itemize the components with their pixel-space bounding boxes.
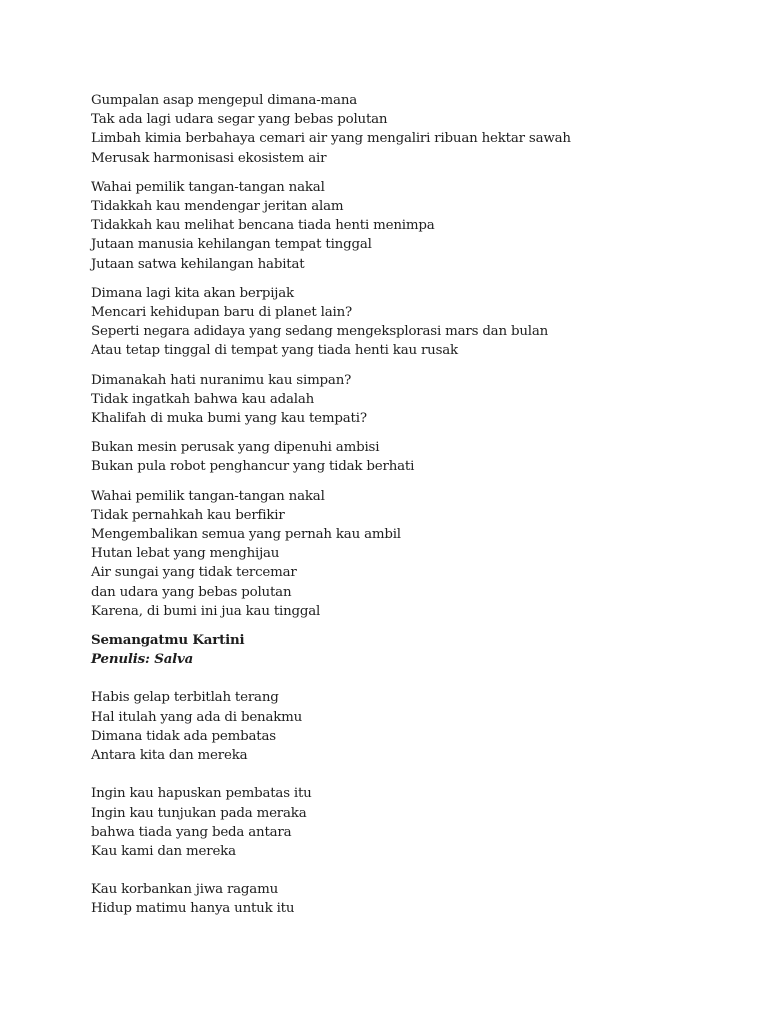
poem-line: Tidak pernahkah kau berfikir bbox=[91, 507, 285, 523]
poem-line: Habis gelap terbitlah terang bbox=[91, 690, 279, 706]
poem-line: Khalifah di muka bumi yang kau tempati? bbox=[91, 411, 367, 427]
poem-line: Limbah kimia berbahaya cemari air yang mengaliri ribuan hektar sawah bbox=[91, 131, 571, 147]
poem-line: Kau korbankan jiwa ragamu bbox=[91, 882, 279, 898]
poem-line: Ingin kau tunjukan pada meraka bbox=[91, 805, 307, 821]
stanza bbox=[91, 371, 731, 429]
poem-1 bbox=[91, 91, 731, 621]
poem-title: Semangatmu Kartini bbox=[91, 632, 245, 649]
poem-line: Dimanakah hati nuranimu kau simpan? bbox=[91, 372, 352, 388]
poem-line: Dimana lagi kita akan berpijak bbox=[91, 285, 294, 301]
stanza bbox=[91, 688, 731, 765]
poem-line: Tidakkah kau melihat bencana tiada henti menimpa bbox=[91, 218, 435, 234]
poem-line: Wahai pemilik tangan-tangan nakal bbox=[91, 488, 325, 504]
stanza bbox=[91, 880, 731, 918]
poem-line: Hidup matimu hanya untuk itu bbox=[91, 901, 295, 917]
stanza bbox=[91, 487, 731, 621]
poem-author: Penulis: Salva bbox=[91, 651, 194, 668]
stanza bbox=[91, 91, 731, 168]
poem-line: Ingin kau hapuskan pembatas itu bbox=[91, 786, 312, 802]
poem-line: Kau kami dan mereka bbox=[91, 843, 236, 859]
poem-line: Merusak harmonisasi ekosistem air bbox=[91, 150, 327, 166]
poem-line: Dimana tidak ada pembatas bbox=[91, 728, 276, 744]
poem-line: Gumpalan asap mengepul dimana-mana bbox=[91, 93, 358, 108]
poem-line: Wahai pemilik tangan-tangan nakal bbox=[91, 179, 325, 195]
poem-line: Mencari kehidupan baru di planet lain? bbox=[91, 305, 352, 321]
document-content bbox=[91, 91, 731, 919]
poem-line: Tidakkah kau mendengar jeritan alam bbox=[91, 199, 344, 215]
poem-line: Tidak ingatkah bahwa kau adalah bbox=[91, 391, 315, 407]
poem-line: Bukan pula robot penghancur yang tidak berhati bbox=[91, 459, 415, 475]
stanza bbox=[91, 438, 731, 476]
poem-line: Karena, di bumi ini jua kau tinggal bbox=[91, 603, 321, 619]
poem-2-heading bbox=[91, 631, 731, 669]
poem-line: Tak ada lagi udara segar yang bebas polutan bbox=[91, 112, 388, 128]
poem-line: bahwa tiada yang beda antara bbox=[91, 824, 292, 840]
poem-line: Mengembalikan semua yang pernah kau ambil bbox=[91, 527, 401, 543]
stanza bbox=[91, 284, 731, 361]
poem-line: Hutan lebat yang menghijau bbox=[91, 546, 280, 562]
stanza bbox=[91, 784, 731, 861]
poem-line: Air sungai yang tidak tercemar bbox=[91, 565, 297, 581]
poem-line: Atau tetap tinggal di tempat yang tiada henti kau rusak bbox=[91, 343, 458, 359]
poem-2 bbox=[91, 688, 731, 918]
poem-line: Hal itulah yang ada di benakmu bbox=[91, 709, 303, 725]
poem-line: Seperti negara adidaya yang sedang mengeksplorasi mars dan bulan bbox=[91, 324, 549, 340]
poem-line: Jutaan satwa kehilangan habitat bbox=[91, 256, 305, 272]
stanza bbox=[91, 178, 731, 274]
poem-line: Bukan mesin perusak yang dipenuhi ambisi bbox=[91, 440, 380, 456]
poem-line: dan udara yang bebas polutan bbox=[91, 584, 292, 600]
poem-line: Jutaan manusia kehilangan tempat tinggal bbox=[91, 237, 372, 253]
poem-line: Antara kita dan mereka bbox=[91, 748, 248, 764]
